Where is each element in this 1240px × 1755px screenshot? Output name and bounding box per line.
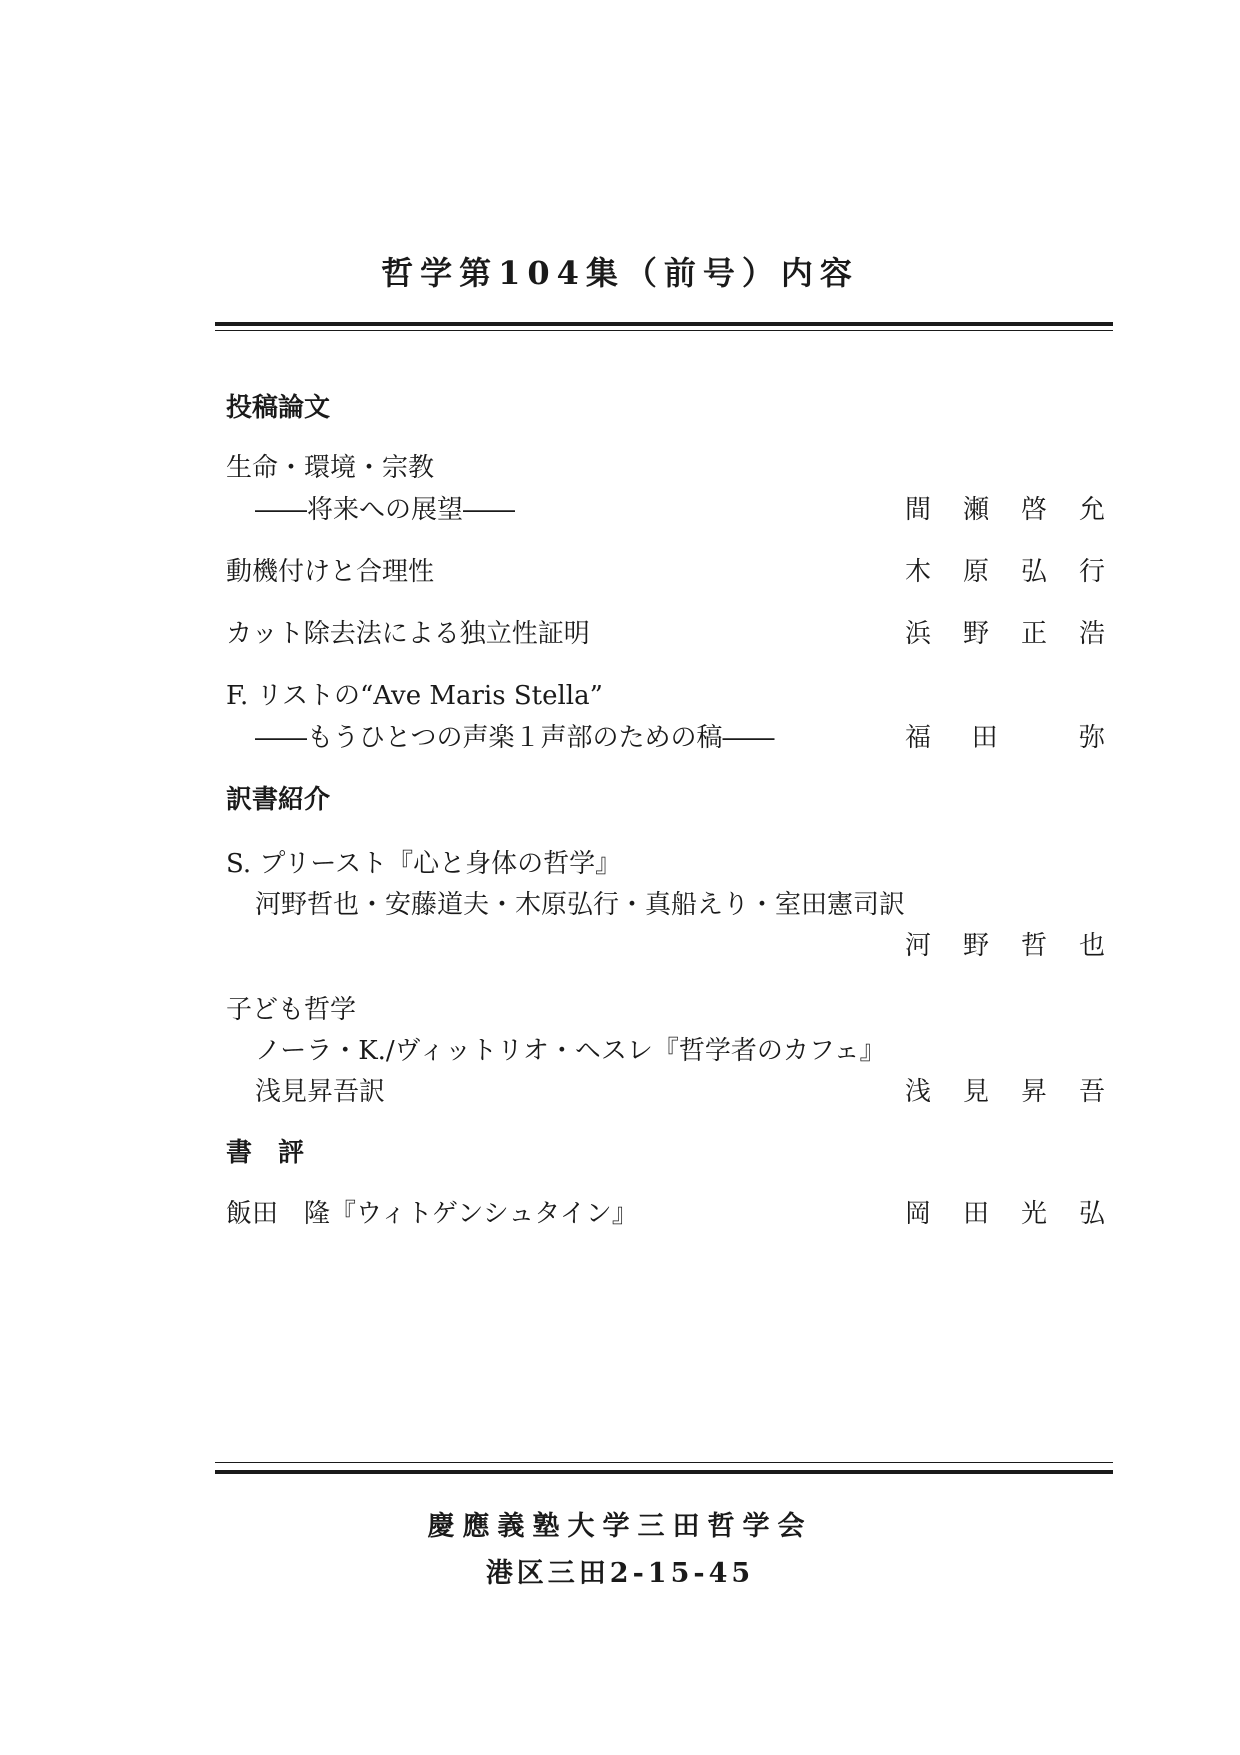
page-title: 哲学第104集（前号）内容 [381, 254, 859, 292]
entry-author: 木 原 弘 行 [905, 557, 1105, 587]
entry-title: カット除去法による独立性証明 [226, 619, 590, 649]
section-heading-reviews: 書 評 [226, 1138, 305, 1168]
entry-author: 浜 野 正 浩 [905, 619, 1105, 649]
entry-subtitle: ――もうひとつの声楽１声部のための稿―― [255, 723, 775, 753]
footer-rule-thin [215, 1462, 1113, 1463]
entry-author: 岡 田 光 弘 [905, 1199, 1105, 1229]
section-heading-translations: 訳書紹介 [226, 785, 331, 815]
title-rule-thick [215, 322, 1113, 326]
footer-rule-thick [215, 1470, 1113, 1474]
entry-title: 子ども哲学 [226, 995, 357, 1025]
entry-title: S. プリースト『心と身体の哲学』 [226, 849, 622, 879]
entry-author: 浅 見 昇 吾 [905, 1077, 1105, 1107]
entry-subtitle: ――将来への展望―― [255, 495, 516, 525]
entry-title: 生命・環境・宗教 [226, 453, 435, 483]
title-rule-thin [215, 330, 1113, 331]
publisher-address: 港区三田2-15-45 [485, 1558, 755, 1589]
publisher-name: 慶應義塾大学三田哲学会 [427, 1511, 813, 1542]
section-heading-papers: 投稿論文 [226, 393, 331, 423]
entry-title: F. リストの“Ave Maris Stella” [226, 681, 603, 711]
entry-subtitle: ノーラ・K./ヴィットリオ・ヘスレ『哲学者のカフェ』 [255, 1036, 886, 1066]
entry-title: 飯田 隆『ウィトゲンシュタイン』 [226, 1199, 638, 1229]
entry-subtitle: 河野哲也・安藤道夫・木原弘行・真船えり・室田憲司訳 [255, 890, 906, 920]
entry-author: 福 田 弥 [905, 723, 1105, 753]
entry-title: 動機付けと合理性 [226, 557, 435, 587]
entry-author: 河 野 哲 也 [905, 931, 1105, 961]
entry-subtitle: 浅見昇吾訳 [255, 1077, 386, 1107]
entry-author: 間 瀬 啓 允 [905, 495, 1105, 525]
